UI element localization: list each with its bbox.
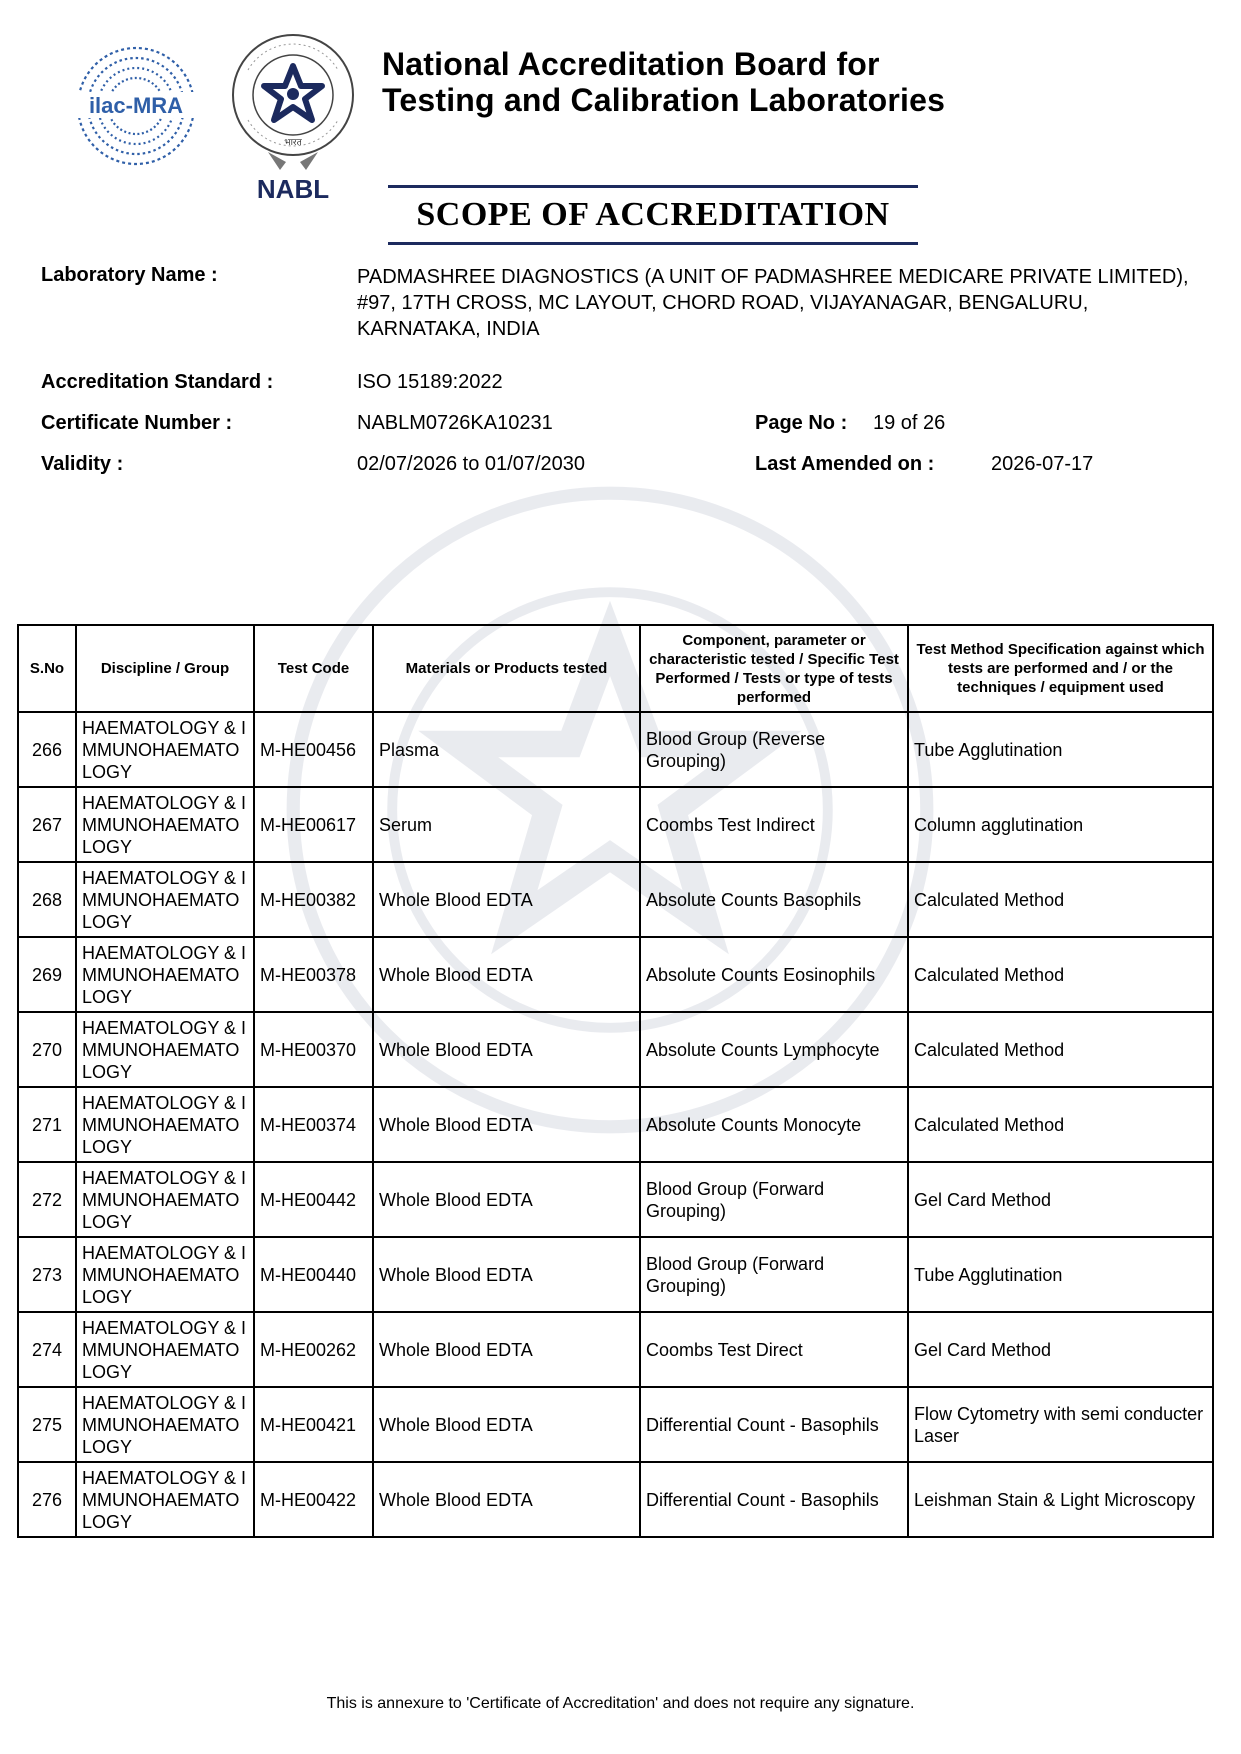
cell-test-code: M-HE00442 [254, 1162, 373, 1237]
cell-sno: 270 [18, 1012, 76, 1087]
cell-method: Calculated Method [908, 937, 1213, 1012]
cell-method: Leishman Stain & Light Microscopy [908, 1462, 1213, 1537]
cell-component: Coombs Test Indirect [640, 787, 908, 862]
cell-method: Calculated Method [908, 1012, 1213, 1087]
cell-sno: 269 [18, 937, 76, 1012]
table-row [18, 1237, 1213, 1312]
ilac-logo-text: ilac-MRA [88, 93, 184, 118]
cell-component: Coombs Test Direct [640, 1312, 908, 1387]
cell-test-code: M-HE00421 [254, 1387, 373, 1462]
cell-discipline: HAEMATOLOGY & IMMUNOHAEMATOLOGY [76, 1087, 254, 1162]
cell-material: Serum [373, 787, 640, 862]
cell-material: Whole Blood EDTA [373, 937, 640, 1012]
cell-test-code: M-HE00262 [254, 1312, 373, 1387]
table-row [18, 712, 1213, 787]
page-label: Page No : [755, 412, 848, 434]
cell-sno: 274 [18, 1312, 76, 1387]
amended-value: 2026-07-17 [991, 453, 1094, 475]
table-row [18, 1162, 1213, 1237]
cell-discipline: HAEMATOLOGY & IMMUNOHAEMATOLOGY [76, 862, 254, 937]
standard-label: Accreditation Standard : [41, 371, 274, 393]
table-row [18, 1387, 1213, 1462]
cell-component: Differential Count - Basophils [640, 1387, 908, 1462]
cell-test-code: M-HE00617 [254, 787, 373, 862]
cell-method: Flow Cytometry with semi conducter Laser [908, 1387, 1213, 1462]
cell-discipline: HAEMATOLOGY & IMMUNOHAEMATOLOGY [76, 1012, 254, 1087]
cell-discipline: HAEMATOLOGY & IMMUNOHAEMATOLOGY [76, 1237, 254, 1312]
table-row [18, 937, 1213, 1012]
table-row [18, 787, 1213, 862]
cell-sno: 275 [18, 1387, 76, 1462]
cell-material: Whole Blood EDTA [373, 1462, 640, 1537]
cell-discipline: HAEMATOLOGY & IMMUNOHAEMATOLOGY [76, 712, 254, 787]
cell-method: Gel Card Method [908, 1312, 1213, 1387]
nabl-seal-text: भारत [284, 138, 302, 148]
page-value: 19 of 26 [873, 412, 946, 434]
header-discipline: Discipline / Group [76, 625, 254, 712]
cell-test-code: M-HE00382 [254, 862, 373, 937]
validity-value: 02/07/2026 to 01/07/2030 [357, 453, 585, 475]
cell-sno: 272 [18, 1162, 76, 1237]
table-row [18, 1312, 1213, 1387]
cell-component: Differential Count - Basophils [640, 1462, 908, 1537]
cell-method: Tube Agglutination [908, 712, 1213, 787]
cell-method: Tube Agglutination [908, 1237, 1213, 1312]
cell-component: Blood Group (Forward Grouping) [640, 1162, 908, 1237]
cell-material: Whole Blood EDTA [373, 1162, 640, 1237]
ilac-mra-logo [74, 44, 198, 168]
cell-discipline: HAEMATOLOGY & IMMUNOHAEMATOLOGY [76, 1387, 254, 1462]
cell-material: Whole Blood EDTA [373, 1012, 640, 1087]
cell-material: Plasma [373, 712, 640, 787]
cell-method: Calculated Method [908, 1087, 1213, 1162]
lab-name-label: Laboratory Name : [41, 264, 218, 286]
cell-sno: 268 [18, 862, 76, 937]
table-row [18, 1012, 1213, 1087]
cell-component: Blood Group (Reverse Grouping) [640, 712, 908, 787]
header-test-code: Test Code [254, 625, 373, 712]
cell-discipline: HAEMATOLOGY & IMMUNOHAEMATOLOGY [76, 1462, 254, 1537]
cell-component: Absolute Counts Basophils [640, 862, 908, 937]
table-row [18, 1462, 1213, 1537]
cell-component: Absolute Counts Eosinophils [640, 937, 908, 1012]
header-sno: S.No [18, 625, 76, 712]
org-name-line2: Testing and Calibration Laboratories [382, 82, 946, 118]
scope-table [17, 624, 1214, 1538]
cell-sno: 267 [18, 787, 76, 862]
cell-method: Calculated Method [908, 862, 1213, 937]
cell-sno: 276 [18, 1462, 76, 1537]
cell-sno: 273 [18, 1237, 76, 1312]
org-name-line1: National Accreditation Board for [382, 46, 880, 82]
cell-discipline: HAEMATOLOGY & IMMUNOHAEMATOLOGY [76, 1312, 254, 1387]
header-component: Component, parameter or characteristic tested / Specific Test Performed / Tests or type of tests performed [640, 625, 908, 712]
cell-method: Column agglutination [908, 787, 1213, 862]
cell-sno: 266 [18, 712, 76, 787]
certificate-value: NABLM0726KA10231 [357, 412, 553, 434]
table-row [18, 1087, 1213, 1162]
cell-material: Whole Blood EDTA [373, 862, 640, 937]
scope-title: SCOPE OF ACCREDITATION [416, 196, 890, 233]
cell-test-code: M-HE00456 [254, 712, 373, 787]
cell-material: Whole Blood EDTA [373, 1387, 640, 1462]
amended-label: Last Amended on : [755, 453, 935, 475]
cell-component: Blood Group (Forward Grouping) [640, 1237, 908, 1312]
cell-method: Gel Card Method [908, 1162, 1213, 1237]
header-method: Test Method Specification against which tests are performed and / or the techniques / equipment used [908, 625, 1213, 712]
cell-discipline: HAEMATOLOGY & IMMUNOHAEMATOLOGY [76, 937, 254, 1012]
header-materials: Materials or Products tested [373, 625, 640, 712]
cell-test-code: M-HE00370 [254, 1012, 373, 1087]
cell-material: Whole Blood EDTA [373, 1087, 640, 1162]
footer-note: This is annexure to 'Certificate of Accreditation' and does not require any signature. [326, 1695, 915, 1712]
cell-component: Absolute Counts Monocyte [640, 1087, 908, 1162]
nabl-logo [228, 30, 358, 206]
cell-sno: 271 [18, 1087, 76, 1162]
cell-component: Absolute Counts Lymphocyte [640, 1012, 908, 1087]
scope-title-box [388, 185, 918, 245]
table-body [18, 712, 1213, 1537]
cell-test-code: M-HE00422 [254, 1462, 373, 1537]
cell-material: Whole Blood EDTA [373, 1237, 640, 1312]
certificate-label: Certificate Number : [41, 412, 233, 434]
table-row [18, 862, 1213, 937]
cell-test-code: M-HE00440 [254, 1237, 373, 1312]
standard-value: ISO 15189:2022 [357, 371, 503, 393]
cell-discipline: HAEMATOLOGY & IMMUNOHAEMATOLOGY [76, 1162, 254, 1237]
cell-discipline: HAEMATOLOGY & IMMUNOHAEMATOLOGY [76, 787, 254, 862]
validity-label: Validity : [41, 453, 124, 475]
cell-material: Whole Blood EDTA [373, 1312, 640, 1387]
table-header-row [18, 625, 1213, 712]
lab-name-value: PADMASHREE DIAGNOSTICS (A UNIT OF PADMASHREE MEDICARE PRIVATE LIMITED), #97, 17TH CROSS, MC LAYOUT, CHORD ROAD, VIJAYANAGAR, BENGALURU, KARNATAKA, INDIA [357, 266, 1189, 340]
nabl-logo-text: NABL [256, 174, 330, 204]
cell-test-code: M-HE00378 [254, 937, 373, 1012]
cell-test-code: M-HE00374 [254, 1087, 373, 1162]
